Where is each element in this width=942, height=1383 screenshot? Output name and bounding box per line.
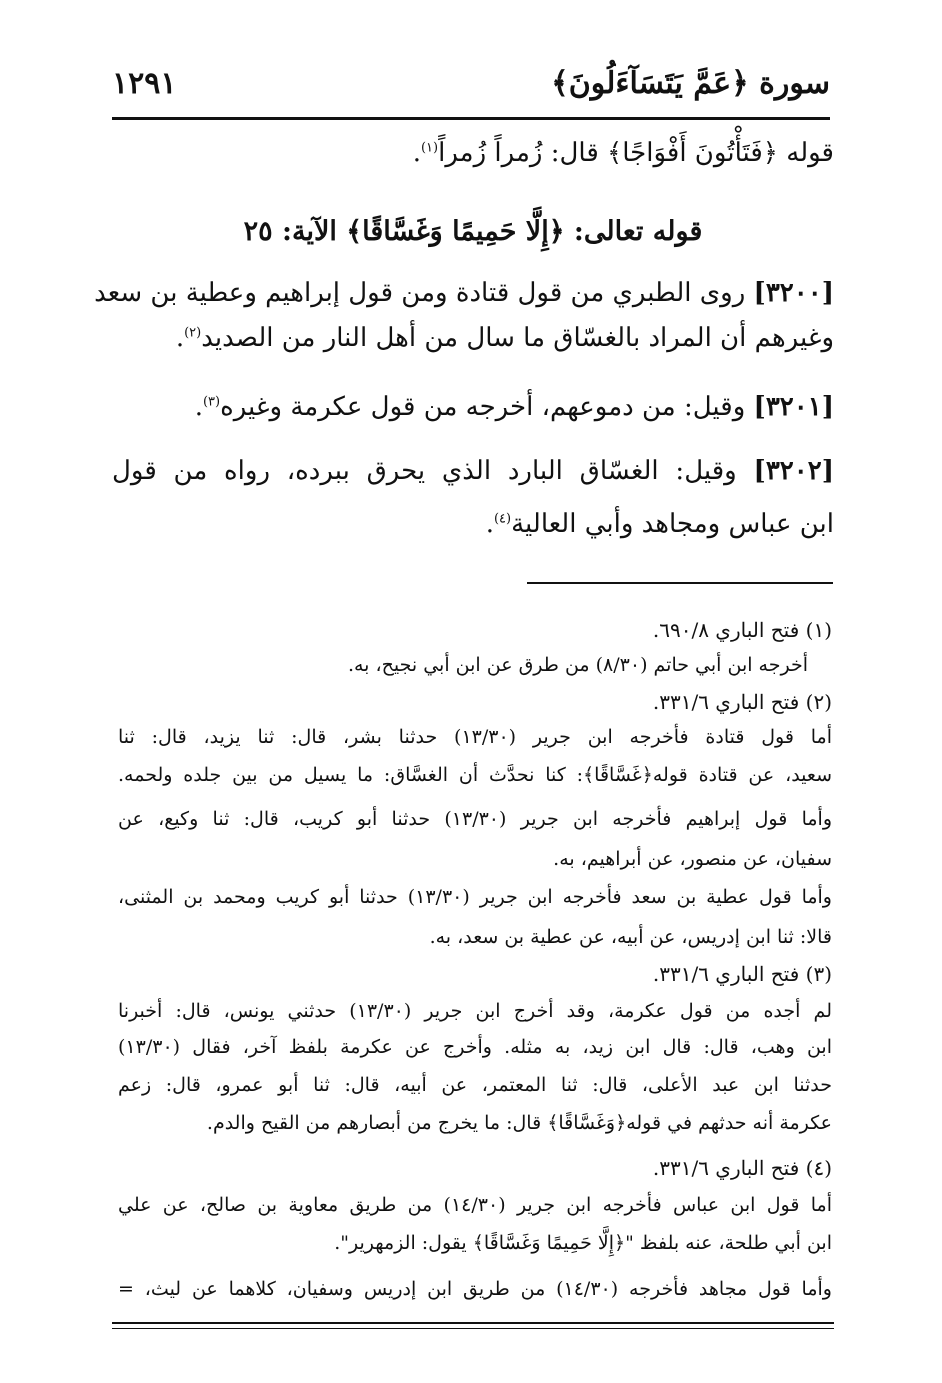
page-number: ١٢٩١ <box>112 66 177 101</box>
paragraph-3202: [٣٢٠٢] وقيل: الغسّاق البارد الذي يحرق ببرده، رواه من قول ابن عباس ومجاهد وأبي العالية$^{(٤)}$. <box>112 456 834 540</box>
footnote-text: ابن أبي طلحة، عنه بلفظ "﴿إِلَّا حَمِيمًا وَغَسَّاقًا﴾ يقول: الزمهرير". <box>334 1232 832 1254</box>
footnote-ref-2: (٢) <box>184 325 202 341</box>
footnote-text: سعيد، عن قتادة قوله﴿غَسَّاقًا﴾: كنا نحدَّث أن الغسَّاق: ما يسيل من بين جلده ولحمه. <box>118 764 832 786</box>
footnote-ref-1: (١) <box>420 140 439 156</box>
running-title: سورة ﴿عَمَّ يَتَسَآءَلُونَ﴾ <box>551 66 830 101</box>
footnote-separator <box>527 582 833 584</box>
paragraph-number: [٣٢٠٠] <box>753 278 834 308</box>
footnote-text: حدثنا ابن عبد الأعلى، قال: ثنا المعتمر، عن أبيه، قال: ثنا أبو عمرو، قال: زعم <box>118 1074 832 1096</box>
footnote-3: (٣) فتح الباري ٣٣١/٦. <box>652 962 832 986</box>
paragraph-number: [٣٢٠١] <box>753 392 834 422</box>
footnote-4: (٤) فتح الباري ٣٣١/٦. <box>652 1156 832 1180</box>
footnote-text: لم أجده من قول عكرمة، وقد أخرج ابن جرير (١٣/٣٠) حدثني يونس، قال: أخبرنا <box>118 1000 832 1022</box>
paragraph-text: وقيل: من دموعهم، أخرجه من قول عكرمة وغيره <box>220 392 746 422</box>
footnote-text: وأما قول عطية بن سعد فأخرجه ابن جرير (١٣/٣٠) حدثنا أبو كريب ومحمد بن المثنى، <box>118 886 832 908</box>
paragraph-text: وقيل: الغسّاق البارد الذي يحرق ببرده، رواه من قول <box>112 456 737 486</box>
bottom-rule <box>112 1322 834 1324</box>
footnote-2: (٢) فتح الباري ٣٣١/٦. <box>652 690 832 714</box>
footnote-text: قالا: ثنا ابن إدريس، عن أبيه، عن عطية بن سعد، به. <box>429 926 832 948</box>
footnote-text: سفيان، عن منصور، عن أبراهيم، به. <box>553 848 832 870</box>
footnote-text: ابن وهب، قال: قال ابن زيد، به مثله. وأخرج عن عكرمة بلفظ آخر، فقال (١٣/٣٠) <box>118 1036 832 1058</box>
footnote-text: أما قول ابن عباس فأخرجه ابن جرير (١٤/٣٠) من طريق معاوية بن صالح، عن علي <box>118 1194 832 1216</box>
paragraph-3201: [٣٢٠١] وقيل: من دموعهم، أخرجه من قول عكرمة وغيره$^{(٣)}$. <box>194 392 834 422</box>
footnote-ref-3: (٣) <box>202 394 221 410</box>
footnote-text: أخرجه ابن أبي حاتم (٨/٣٠) من طرق عن ابن أبي نجيح، به. <box>347 654 808 676</box>
page-header <box>112 58 830 114</box>
footnote-ref-4: (٤) <box>493 511 512 527</box>
footnote-text: أما قول قتادة فأخرجه ابن جرير (١٣/٣٠) حدثنا بشر، قال: ثنا يزيد، قال: ثنا <box>118 726 832 748</box>
paragraph-number: [٣٢٠٢] <box>753 456 834 486</box>
footnote-text: وأما قول إبراهيم فأخرجه ابن جرير (١٣/٣٠) حدثنا أبو كريب، قال: ثنا وكيع، عن <box>118 808 833 830</box>
bottom-rule <box>112 1328 834 1329</box>
paragraph-text: ابن عباس ومجاهد وأبي العالية <box>511 509 834 540</box>
paragraph-text: وغيرهم أن المراد بالغسّاق ما سال من أهل النار من الصديد <box>201 323 834 354</box>
footnote-text: وأما قول مجاهد فأخرجه (١٤/٣٠) من طريق ابن إدريس وسفيان، كلاهما عن ليث، = <box>118 1278 832 1300</box>
intro-text: قوله ﴿فَتَأْتُونَ أَفْوَاجًا﴾ قال: زُمراً زُمراً <box>438 138 834 168</box>
footnote-1: (١) فتح الباري ٦٩٠/٨. <box>652 618 832 642</box>
footnote-text: عكرمة أنه حدثهم في قوله﴿وَغَسَّاقًا﴾ قال: ما يخرج من أبصارهم من القيح والدم. <box>206 1112 832 1134</box>
paragraph-3200: [٣٢٠٠] روى الطبري من قول قتادة ومن قول إبراهيم وعطية بن سعد وغيرهم أن المراد بالغسّاق ما سال من أهل النار من الصديد$^{(٢)}$. <box>94 278 834 354</box>
header-rule <box>112 117 830 120</box>
intro-line: قوله ﴿فَتَأْتُونَ أَفْوَاجًا﴾ قال: زُمراً زُمراً$^{(١)}$. <box>412 138 834 168</box>
verse-heading: قوله تعالى: ﴿إِلَّا حَمِيمًا وَغَسَّاقًا﴾ الآية: ٢٥ <box>243 216 703 247</box>
paragraph-text: روى الطبري من قول قتادة ومن قول إبراهيم وعطية بن سعد <box>94 278 746 308</box>
